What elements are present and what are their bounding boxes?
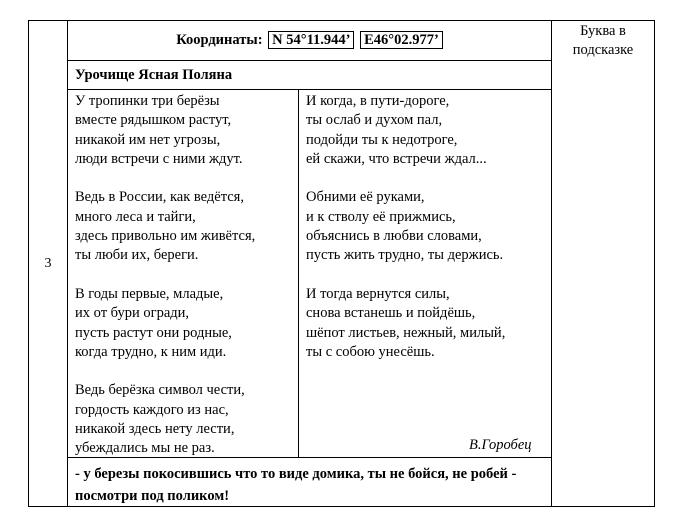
hint-header-line2: подсказке (572, 42, 634, 58)
poem-line: Обними её руками, (306, 189, 425, 206)
poem-line: вместе рядышком растут, (75, 112, 232, 129)
poem-line: Ведь в России, как ведётся, (75, 189, 244, 206)
poem-line: ты люби их, береги. (75, 247, 199, 264)
number-column-divider (67, 20, 68, 507)
poem-line: никакой здесь нету лести, (75, 421, 235, 438)
poem-line: их от бури огради, (75, 305, 190, 322)
poem-stanza (75, 381, 255, 458)
poem-stanza (306, 285, 505, 362)
hint-header-line1: Буква в (580, 23, 626, 39)
header-row-divider (68, 60, 552, 61)
place-title: Урочище Ясная Поляна (75, 67, 233, 83)
poem-line: пусть жить трудно, ты держись. (306, 247, 504, 264)
hint-column-header (553, 22, 653, 60)
hint-column-divider (551, 20, 552, 507)
poem-line: и к стволу её прижмись, (306, 208, 456, 225)
poem-line: шёпот листьев, нежный, милый, (306, 324, 506, 341)
poem-line: ты с собою унесёшь. (306, 343, 435, 360)
poem-stanza (75, 92, 255, 169)
poem-line: пусть растут они родные, (75, 324, 232, 341)
poem-line: В годы первые, младые, (75, 285, 224, 302)
poem-column-divider (298, 89, 299, 458)
table-right-border (654, 20, 655, 507)
poem-stanza (306, 188, 505, 265)
poem-line: снова встанешь и пойдёшь, (306, 305, 476, 322)
title-row-divider (68, 89, 552, 90)
poem-stanza (75, 188, 255, 265)
coordinate-north: N 54°11.944’ (268, 31, 354, 49)
table-top-border (28, 20, 655, 21)
coordinate-east: E46°02.977’ (360, 31, 443, 49)
poem-line: гордость каждого из нас, (75, 401, 229, 418)
poem-line: объяснись в любви словами, (306, 228, 482, 245)
poem-line: Ведь берёзка символ чести, (75, 382, 245, 399)
poem-line: когда трудно, к ним иди. (75, 343, 227, 360)
poem-line: ей скажи, что встречи ждал... (306, 150, 487, 167)
poem-line: ты ослаб и духом пал, (306, 112, 443, 129)
poem-line: убеждались мы не раз. (75, 440, 215, 457)
clue-text: - у березы покосившись что то виде домика, ты не бойся, не робей - посмотри под поликом! (75, 466, 517, 504)
poem-line: И когда, в пути-дороге, (306, 93, 450, 109)
poem-author: В.Горобец (469, 437, 532, 453)
poem-line: У тропинки три берёзы (75, 93, 220, 109)
poem-line: много леса и тайги, (75, 208, 196, 225)
coordinates-header (68, 32, 551, 49)
poem-line: подойди ты к недотроге, (306, 131, 458, 148)
poem-right-column (306, 92, 505, 362)
row-number: 3 (44, 256, 52, 271)
poem-line: здесь привольно им живётся, (75, 228, 256, 245)
coordinates-label: Координаты: (176, 32, 263, 48)
poem-left-column (75, 92, 255, 459)
poem-stanza (75, 285, 255, 362)
poem-line: И тогда вернутся силы, (306, 285, 450, 302)
poem-line: люди встречи с ними ждут. (75, 150, 243, 167)
poem-stanza (306, 92, 505, 169)
poem-line: никакой им нет угрозы, (75, 131, 221, 148)
